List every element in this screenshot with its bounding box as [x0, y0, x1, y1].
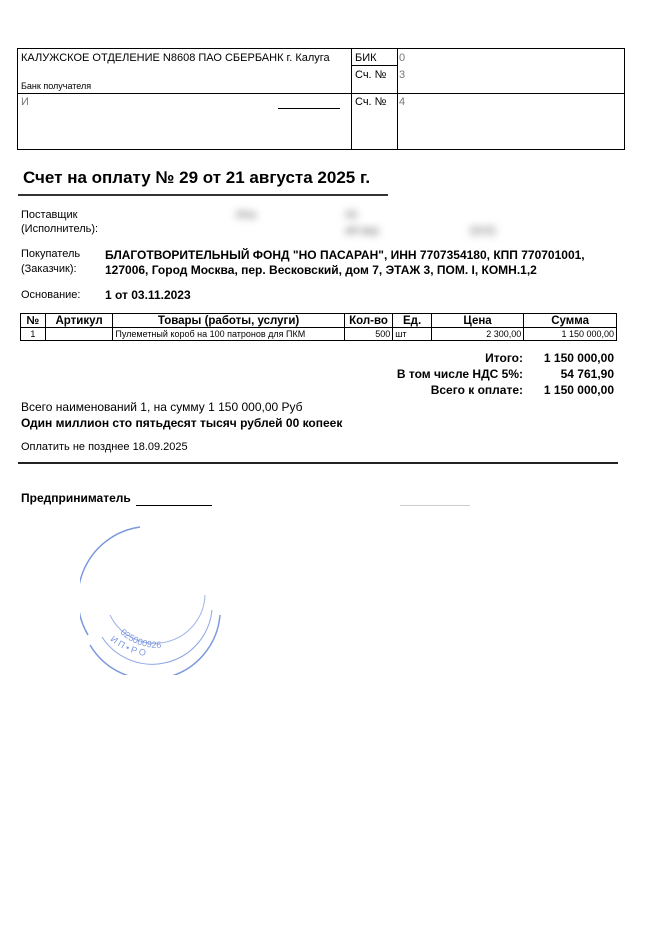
- col-header-sum: Сумма: [524, 314, 617, 328]
- bik-label: БИК: [355, 52, 377, 64]
- summary-words: Один миллион сто пятьдесят тысяч рублей 00 копеек: [21, 416, 343, 430]
- supplier-blurred: 40: [345, 209, 358, 221]
- pay-value: 1 150 000,00: [543, 383, 614, 397]
- cell-qty: 500: [344, 328, 393, 341]
- vat-label: В том числе НДС 5%:: [396, 367, 523, 381]
- account-label-2: Сч. №: [355, 96, 387, 108]
- recipient-name: И: [21, 96, 29, 108]
- signature-line-faded: [400, 505, 470, 506]
- divider: [351, 49, 352, 149]
- buyer-value-line2: 127006, Город Москва, пер. Весковский, дом 7, ЭТАЖ 3, ПОМ. I, КОМН.1,2: [105, 263, 537, 277]
- supplier-blurred: ий мкр: [345, 225, 379, 237]
- buyer-label: Покупатель: [21, 248, 81, 260]
- buyer-value-line1: БЛАГОТВОРИТЕЛЬНЫЙ ФОНД "НО ПАСАРАН", ИНН 7707354180, КПП 770701001,: [105, 248, 585, 262]
- table-header-row: [21, 314, 617, 328]
- stamp-icon: [80, 515, 230, 675]
- signature-line: [136, 505, 212, 506]
- col-header-goods: Товары (работы, услуги): [113, 314, 344, 328]
- signature-label: Предприниматель: [21, 491, 131, 505]
- total-label: Итого:: [485, 351, 523, 365]
- cell-price: 2 300,00: [431, 328, 523, 341]
- col-header-price: Цена: [431, 314, 523, 328]
- divider: [397, 49, 398, 149]
- payment-deadline: Оплатить не позднее 18.09.2025: [21, 441, 188, 453]
- cell-sum: 1 150 000,00: [524, 328, 617, 341]
- table-row: [21, 328, 617, 341]
- divider: [18, 93, 624, 94]
- supplier-label: Поставщик: [21, 209, 78, 221]
- bank-label: Банк получателя: [21, 81, 92, 91]
- cell-goods: Пулеметный короб на 100 патронов для ПКМ: [113, 328, 344, 341]
- account-value-1: 3: [399, 69, 406, 81]
- bank-name: КАЛУЖСКОЕ ОТДЕЛЕНИЕ N8608 ПАО СБЕРБАНК г. Калуга: [21, 52, 330, 64]
- account-label-1: Сч. №: [355, 69, 387, 81]
- divider: [351, 65, 398, 66]
- col-header-unit: Ед.: [393, 314, 432, 328]
- stamp-text-top: 025000926: [118, 626, 162, 650]
- stamp-text-bottom: И П • Р О: [108, 633, 147, 658]
- col-header-qty: Кол-во: [344, 314, 393, 328]
- items-table: [20, 313, 617, 341]
- supplier-label-2: (Исполнитель):: [21, 223, 99, 235]
- cell-unit: шт: [393, 328, 432, 341]
- cell-article: [45, 328, 113, 341]
- separator-line: [18, 462, 618, 464]
- title-underline: [18, 194, 388, 196]
- bik-value: 0: [399, 52, 406, 64]
- basis-value: 1 от 03.11.2023: [105, 288, 191, 302]
- vat-value: 54 761,90: [560, 367, 614, 381]
- basis-label: Основание:: [21, 289, 81, 301]
- col-header-article: Артикул: [45, 314, 113, 328]
- supplier-blurred: (915): [470, 225, 496, 237]
- bank-details-table: [17, 48, 625, 150]
- total-value: 1 150 000,00: [543, 351, 614, 365]
- buyer-label-2: (Заказчик):: [21, 263, 77, 275]
- cell-number: 1: [21, 328, 46, 341]
- account-value-2: 4: [399, 96, 406, 108]
- col-header-number: №: [21, 314, 46, 328]
- summary-count: Всего наименований 1, на сумму 1 150 000,00 Руб: [21, 400, 303, 414]
- pay-label: Всего к оплате:: [430, 383, 523, 397]
- supplier-blurred: Ипа: [236, 209, 256, 221]
- underline: [278, 108, 340, 109]
- invoice-title: Счет на оплату № 29 от 21 августа 2025 г.: [23, 168, 371, 187]
